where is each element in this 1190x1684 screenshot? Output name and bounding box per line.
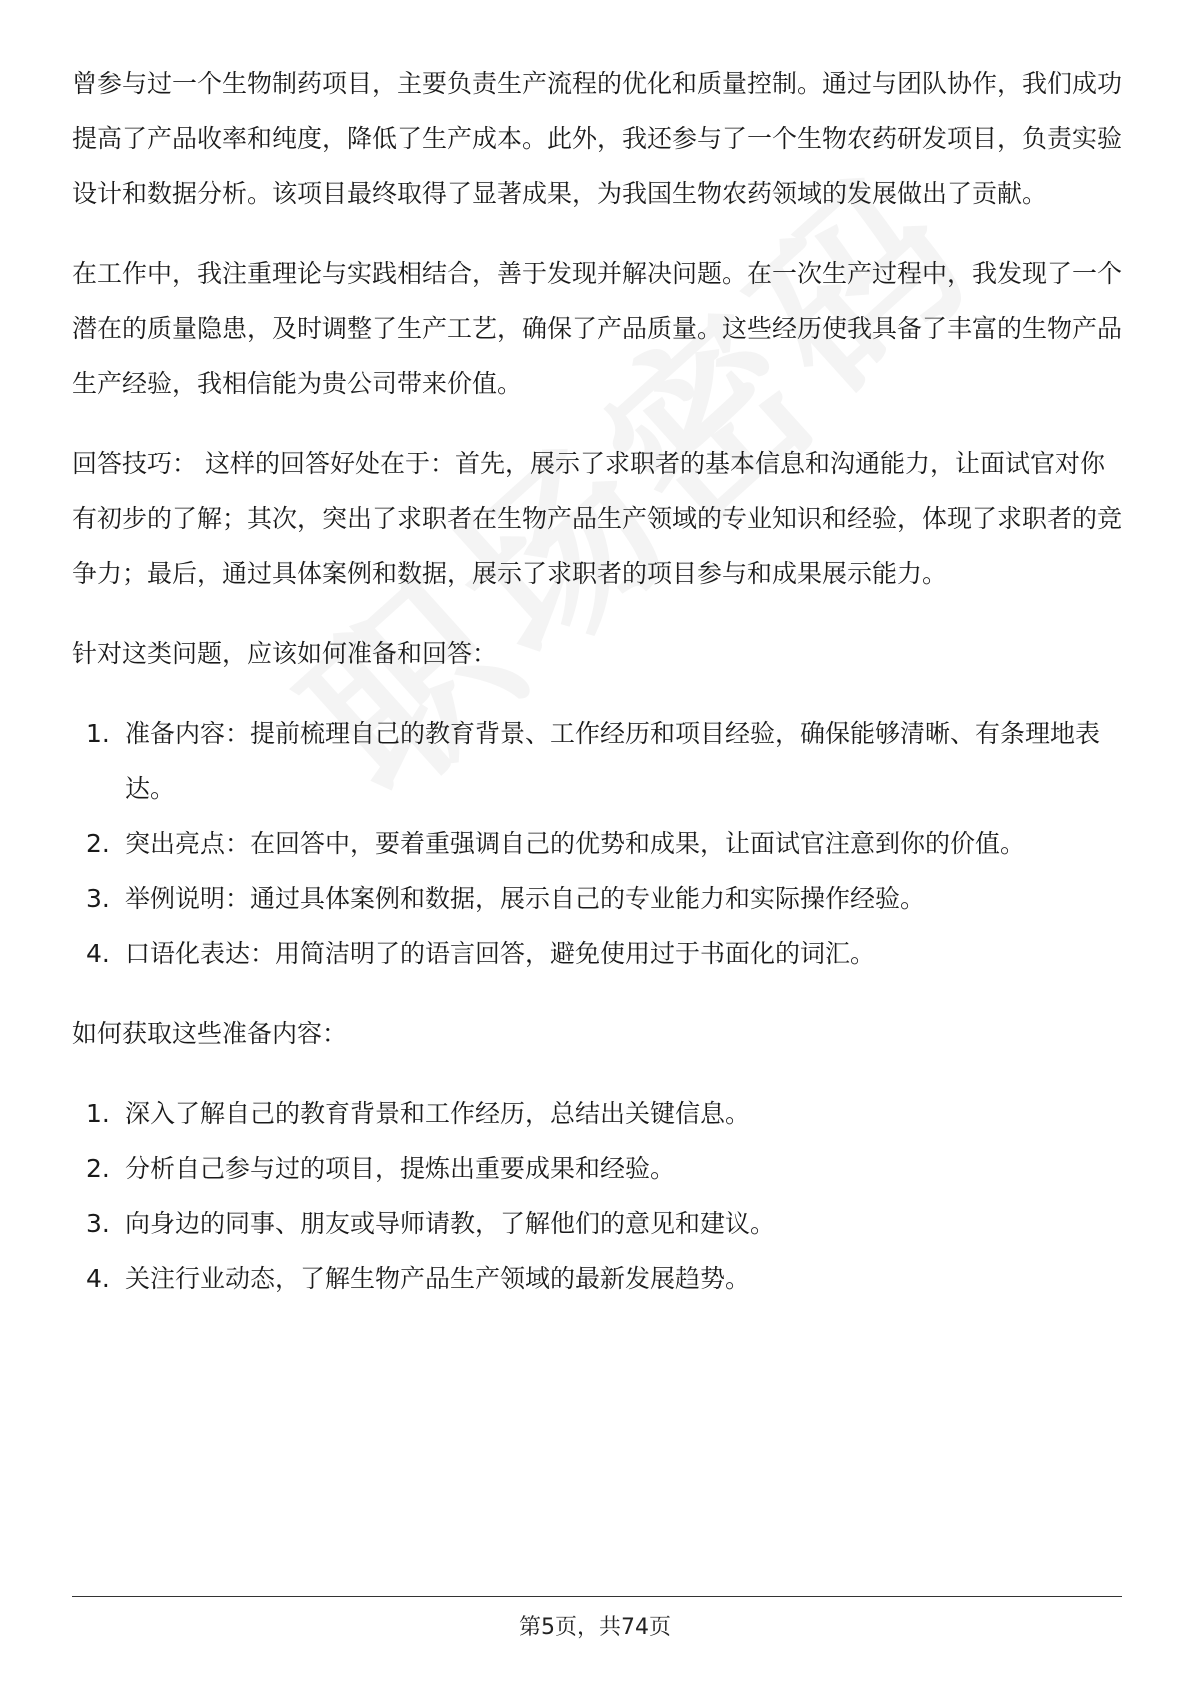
footer-divider	[72, 1596, 1122, 1597]
list-item-text: 举例说明：通过具体案例和数据，展示自己的专业能力和实际操作经验。	[125, 884, 926, 913]
document-body	[72, 56, 1122, 1331]
list-item	[72, 1196, 1122, 1251]
obtain-content-list	[72, 1086, 1122, 1306]
heading-preparation: 针对这类问题，应该如何准备和回答：	[72, 639, 498, 668]
paragraph-answer-tips: 回答技巧： 这样的回答好处在于：首先，展示了求职者的基本信息和沟通能力，让面试官对你有初步的了解；其次，突出了求职者在生物产品生产领域的专业知识和经验，体现了求职者的竞争力；最后，通过具体案例和数据，展示了求职者的项目参与和成果展示能力。	[72, 449, 1123, 588]
list-item-text: 深入了解自己的教育背景和工作经历，总结出关键信息。	[125, 1099, 751, 1128]
list-item-number: 2.	[86, 1154, 110, 1183]
list-item-number: 1.	[86, 719, 110, 748]
list-item-number: 1.	[86, 1099, 110, 1128]
list-item-number: 4.	[86, 939, 110, 968]
list-item	[72, 706, 1122, 816]
preparation-list	[72, 706, 1122, 981]
list-item-text: 向身边的同事、朋友或导师请教，了解他们的意见和建议。	[125, 1209, 776, 1238]
list-item	[72, 816, 1122, 871]
heading-obtain-content: 如何获取这些准备内容：	[72, 1019, 348, 1048]
paragraph-project-experience: 曾参与过一个生物制药项目，主要负责生产流程的优化和质量控制。通过与团队协作，我们成功提高了产品收率和纯度，降低了生产成本。此外，我还参与了一个生物农药研发项目，负责实验设计和数据分析。该项目最终取得了显著成果，为我国生物农药领域的发展做出了贡献。	[72, 69, 1123, 208]
list-item	[72, 1251, 1122, 1306]
paragraph-work-practice: 在工作中，我注重理论与实践相结合，善于发现并解决问题。在一次生产过程中，我发现了一个潜在的质量隐患，及时调整了生产工艺，确保了产品质量。这些经历使我具备了丰富的生物产品生产经验，我相信能为贵公司带来价值。	[72, 259, 1123, 398]
list-item	[72, 871, 1122, 926]
list-item-text: 口语化表达：用简洁明了的语言回答，避免使用过于书面化的词汇。	[125, 939, 876, 968]
list-item-text: 分析自己参与过的项目，提炼出重要成果和经验。	[125, 1154, 676, 1183]
list-item-text: 关注行业动态，了解生物产品生产领域的最新发展趋势。	[125, 1264, 751, 1293]
list-item-number: 4.	[86, 1264, 110, 1293]
list-item-number: 3.	[86, 1209, 110, 1238]
list-item-text: 准备内容：提前梳理自己的教育背景、工作经历和项目经验，确保能够清晰、有条理地表达。	[125, 719, 1101, 803]
list-item-number: 2.	[86, 829, 110, 858]
page-number: 第5页，共74页	[519, 1615, 671, 1640]
list-item-number: 3.	[86, 884, 110, 913]
list-item	[72, 926, 1122, 981]
list-item	[72, 1086, 1122, 1141]
list-item-text: 突出亮点：在回答中，要着重强调自己的优势和成果，让面试官注意到你的价值。	[125, 829, 1026, 858]
list-item	[72, 1141, 1122, 1196]
